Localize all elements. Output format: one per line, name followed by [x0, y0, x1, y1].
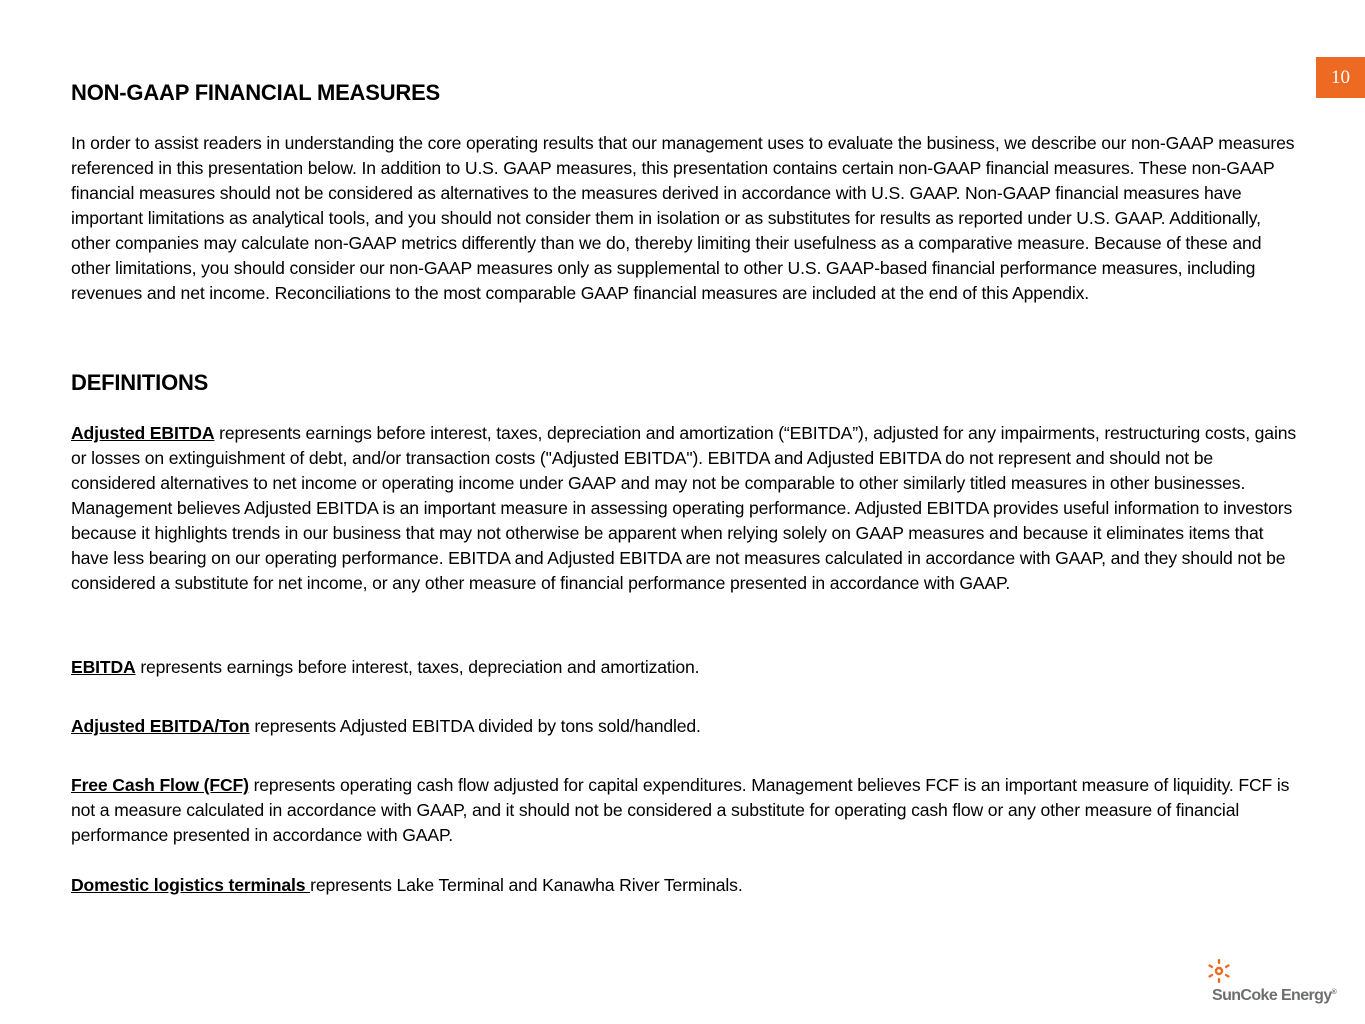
definition-adjusted-ebitda — [71, 421, 1296, 596]
page-number: 10 — [1331, 66, 1350, 88]
definition-term: EBITDA — [71, 657, 136, 677]
definition-term: Adjusted EBITDA/Ton — [71, 716, 250, 736]
definition-text: represents earnings before interest, taxes, depreciation and amortization (“EBITDA”), adjusted for any impairments, restructuring costs, gains or losses on extinguishment of debt, and/or transaction costs ("Adjusted EBITDA"). EBITDA and Adjusted EBITDA do not represent and should not be considered alternatives to net income or operating income under GAAP and may not be comparable to other similarly titled measures in other businesses. Management believes Adjusted EBITDA is an important measure in assessing operating performance. Adjusted EBITDA provides useful information to investors because it highlights trends in our business that may not otherwise be apparent when relying solely on GAAP measures and because it eliminates items that have less bearing on our operating performance. EBITDA and Adjusted EBITDA are not measures calculated in accordance with GAAP, and they should not be considered a substitute for net income, or any other measure of financial performance presented in accordance with GAAP. — [71, 423, 1296, 593]
definition-term: Free Cash Flow (FCF) — [71, 775, 249, 795]
definition-domestic-logistics-terminals — [71, 873, 1296, 898]
definition-term: Domestic logistics terminals — [71, 875, 311, 895]
definition-text: represents operating cash flow adjusted for capital expenditures. Management believes FCF is an important measure of liquidity. FCF is not a measure calculated in accordance with GAAP, and it should not be considered a substitute for operating cash flow or any other measure of financial performance presented in accordance with GAAP. — [71, 775, 1290, 845]
page-number-badge — [1316, 57, 1365, 98]
definition-free-cash-flow — [71, 773, 1296, 848]
definition-text: represents Adjusted EBITDA divided by tons sold/handled. — [249, 716, 701, 736]
definition-adjusted-ebitda-per-ton — [71, 714, 1296, 739]
definition-ebitda — [71, 655, 1296, 680]
definition-term: Adjusted EBITDA — [71, 423, 215, 443]
suncoke-energy-logo — [1208, 958, 1338, 1008]
sun-icon — [1208, 958, 1230, 984]
definition-text: represents Lake Terminal and Kanawha River Terminals. — [310, 875, 743, 895]
non-gaap-heading: NON-GAAP FINANCIAL MEASURES — [71, 80, 441, 105]
logo-wordmark: SunCoke Energy® — [1212, 987, 1337, 1004]
non-gaap-body: In order to assist readers in understanding the core operating results that our management uses to evaluate the business, we describe our non-GAAP measures referenced in this presentation below. In addition to U.S. GAAP measures, this presentation contains certain non-GAAP financial measures. These non-GAAP financial measures should not be considered as alternatives to the measures derived in accordance with U.S. GAAP. Non-GAAP financial measures have important limitations as analytical tools, and you should not consider them in isolation or as substitutes for results as reported under U.S. GAAP. Additionally, other companies may calculate non-GAAP metrics differently than we do, thereby limiting their usefulness as a comparative measure. Because of these and other limitations, you should consider our non-GAAP measures only as supplemental to other U.S. GAAP-based financial performance measures, including revenues and net income. Reconciliations to the most comparable GAAP financial measures are included at the end of this Appendix. — [71, 133, 1295, 303]
definitions-heading: DEFINITIONS — [71, 370, 209, 395]
definition-text: represents earnings before interest, taxes, depreciation and amortization. — [135, 657, 700, 677]
